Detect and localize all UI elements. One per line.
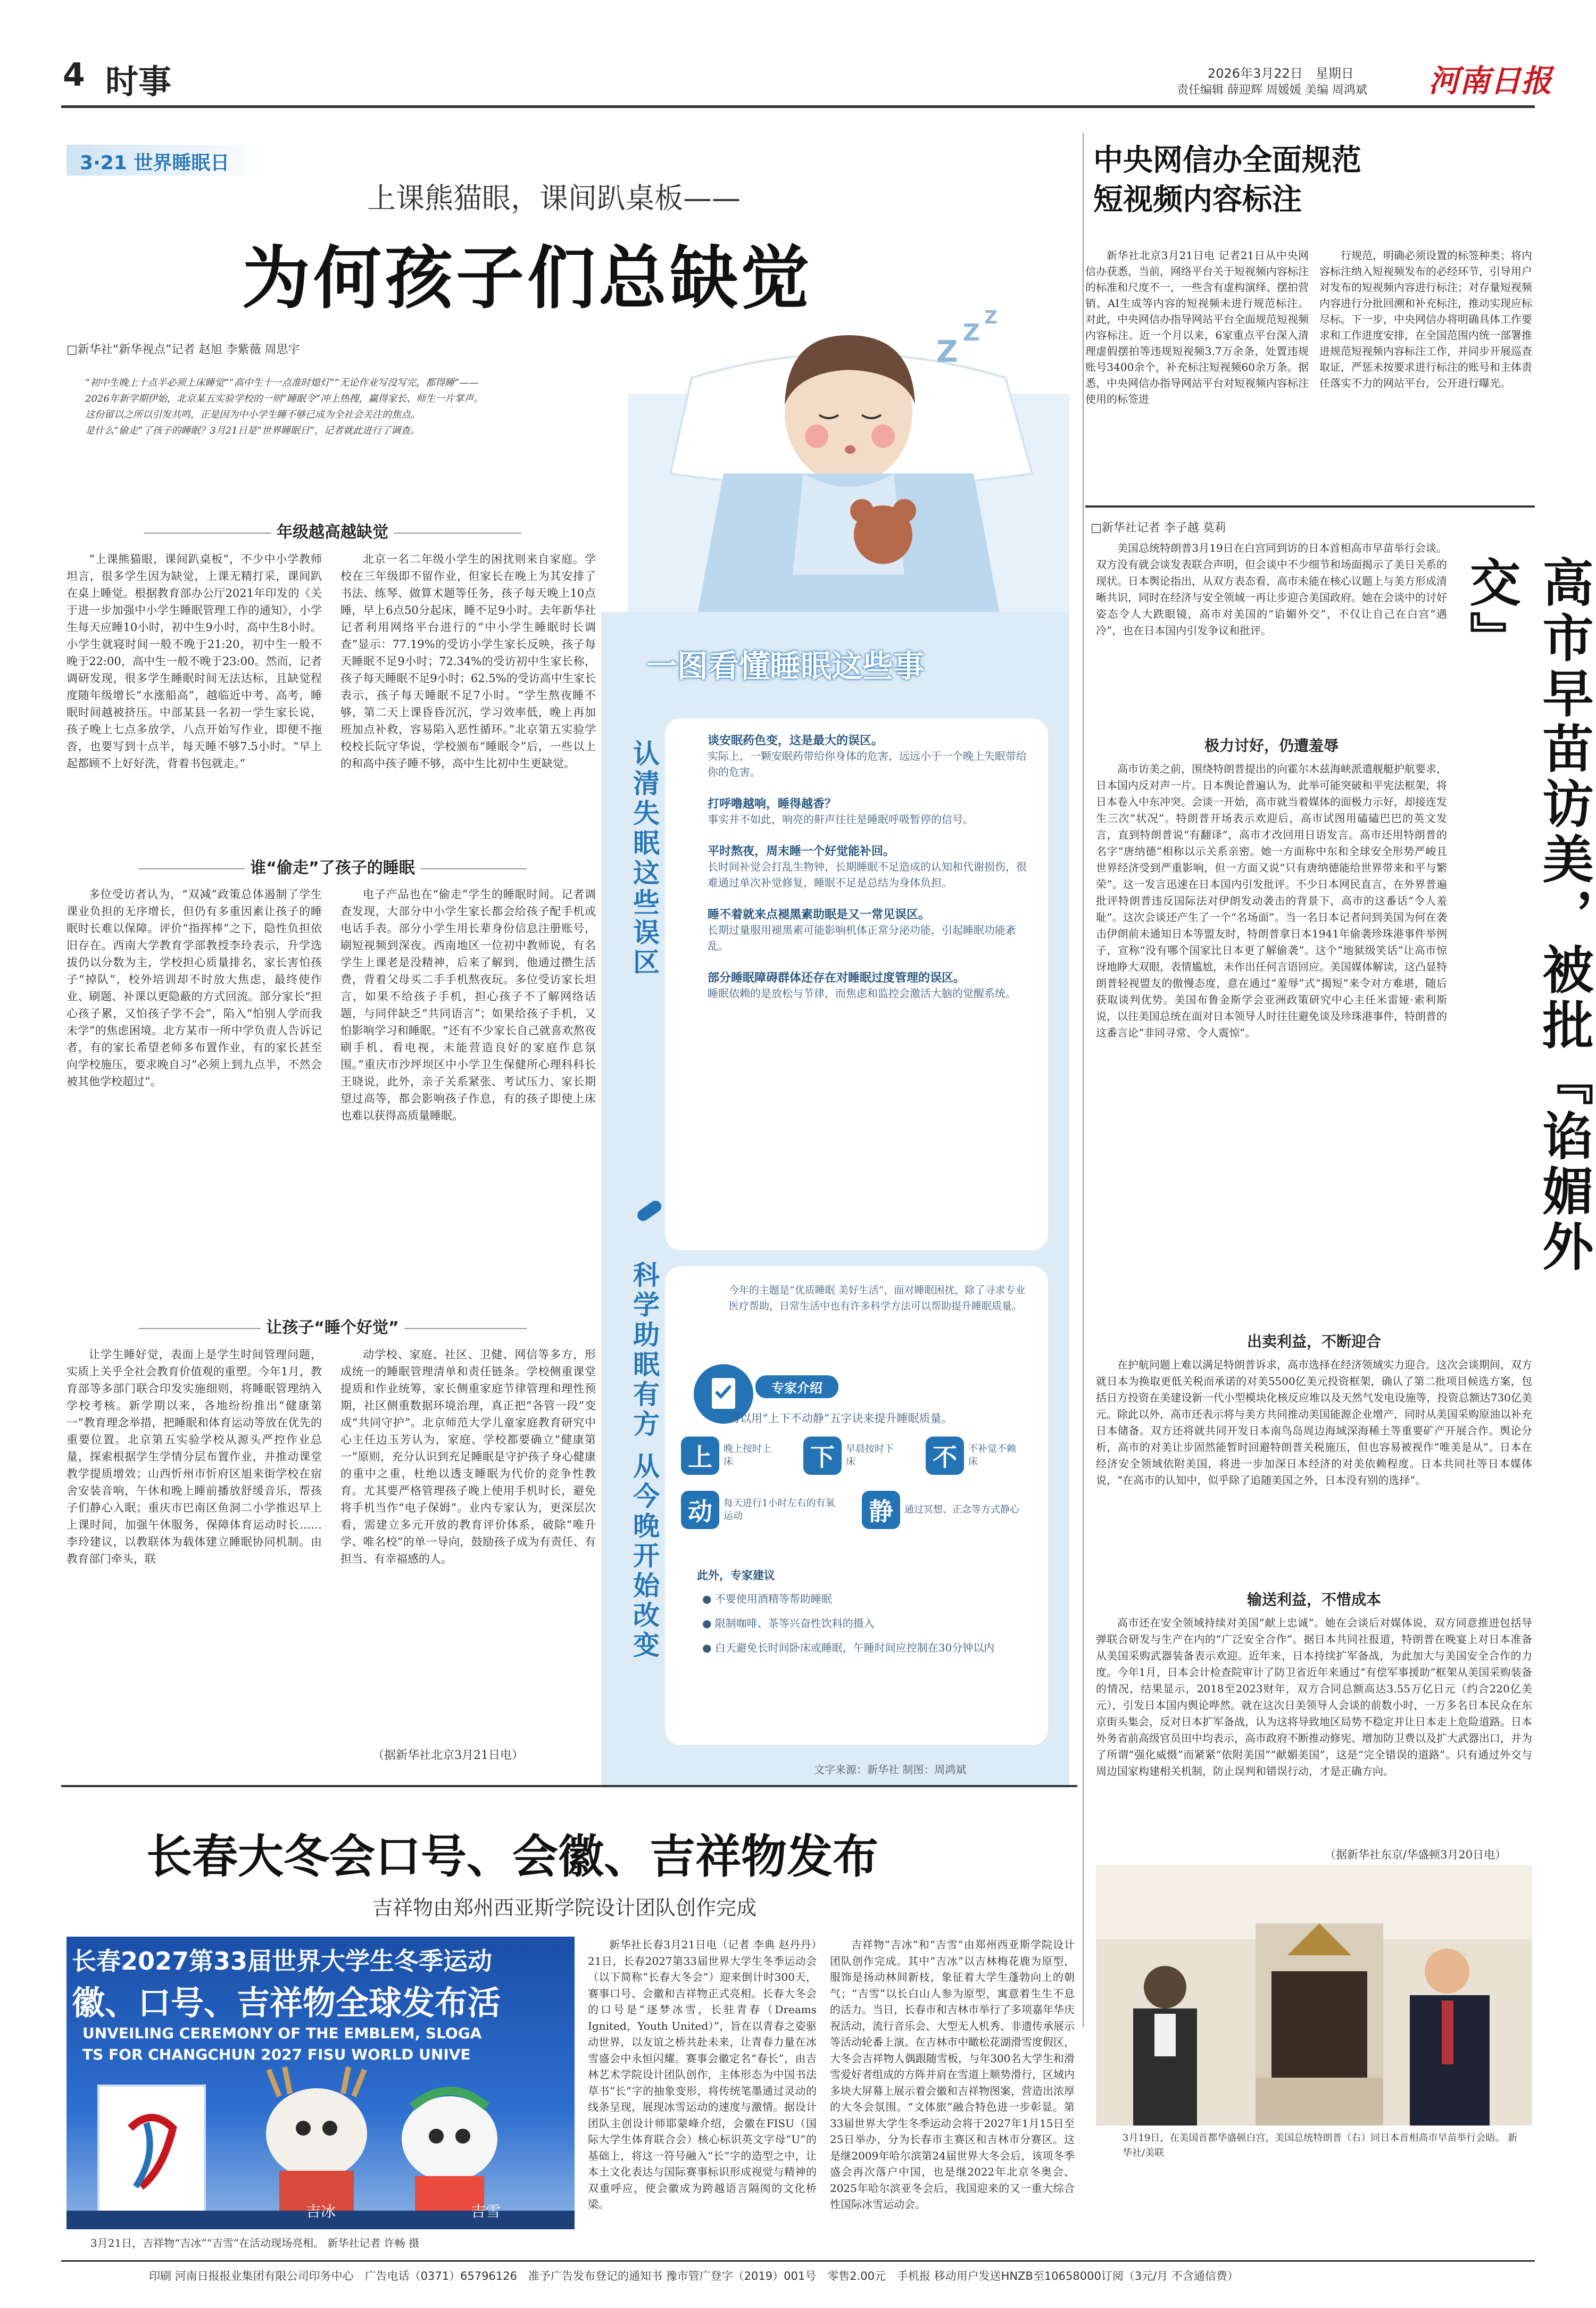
japan-title: 高市早苗访美，被批『谄媚外交』 (1461, 556, 1594, 1275)
paragraph: 高市访美之前，围绕特朗普提出的向霍尔木兹海峡派遣舰艇护航要求，日本国内反对声一片。日本舆论普遍认为，此举可能突破和平宪法框架，将日本卷入中东冲突。会谈一开始，高市就当着媒体的面极力示好，却接连发生三次“状况”。特朗普开场表示欢迎后，高市试图用磕磕巴巴的英文发言，直到特朗普说“有翻译”，高市才改回用日语发言。高市还用特朗普的名字“唐纳德”相称以示关系亲密。她一方面称中东和全球安全形势严峻且世界经济受到严重影响，但一方面又说“只有唐纳德能给世界带来和平与繁荣”。这一发言迅速在日本国内引发批评。不少日本网民直言，在外界普遍批评特朗普违反国际法对伊朗发动袭击的背景下，高市的这番话“令人羞耻”。这次会谈还产生了一个“名场面”。当一名日本记者问到美国为何在袭击伊朗前未通知日本等盟友时，特朗普拿日本1941年偷袭珍珠港事件举例子，宣称“没有哪个国家比日本更了解偷袭”。这个“地狱级笑话”让高市惊讶地睁大双眼，表情尴尬，未作出任何言语回应。美国媒体解读，这凸显特朗普轻视盟友的傲慢态度，意在通过“羞辱”式“揭短”来令对方难堪，随后获取谈判优势。美国布鲁金斯学会亚洲政策研究中心主任米雷娅·索利斯说，以往美国总统在面对日本领导人时往往避免谈及珍珠港事件，特朗普的这番言论“非同寻常、令人震惊”。 (1096, 762, 1447, 1039)
advice-heading: 此外，专家建议 (697, 1569, 775, 1582)
myth-head: 平时熬夜，周末睡一个好觉能补回。 (708, 845, 895, 858)
myth-body: 实际上，一颗安眠药带给你身体的危害，远远小于一个晚上失眠带给你的危害。 (708, 750, 1027, 778)
myth-list (665, 718, 1048, 1001)
paragraph: 新华社长春3月21日电（记者 李典 赵丹丹）21日，长春2027第33届世界大学生冬季运动会（以下简称“长春大冬会”）迎来倒计时300天，赛事口号、会徽和吉祥物正式亮相。长春大冬会的口号是“逐梦冰雪，长驻青春（Dreams Ignited，Youth United）”，旨在以青春之姿驱动世界，以友谊之桥共赴未来，让青春力量在冰雪盛会中永恒闪耀。赛事会徽定名“春长”，由吉林艺术学院设计团队创作，主体形态为中国书法草书“长”字的抽象变形，将传统笔墨通过灵动的线条呈现，展现冰雪运动的速度与激情。据设计团队主创设计师耶蒙峰介绍，会徽在FISU（国际大学生体育联合会）核心标识英文字母“U”的基础上，将这一符号融入“长”字的造型之中，让本土文化表达与国际赛事标识形成视觉与精神的双重呼应，使会徽成为跨越语言隔阂的文化桥梁。 (588, 1938, 817, 2211)
article-column (588, 1937, 817, 2256)
footer-rule (61, 2260, 1535, 2262)
byline: □新华社记者 李子越 莫莉 (1091, 521, 1226, 535)
myth-head: 部分睡眠障碍群体还存在对睡眠过度管理的误区。 (708, 972, 966, 985)
myth-body: 长期过量服用褪黑素可能影响机体正常分泌功能，引起睡眠功能紊乱。 (708, 924, 1016, 952)
sleeping-child-illustration (628, 298, 1069, 617)
topic-tag-text: 3·21 世界睡眠日 (80, 152, 230, 174)
pill-icon (630, 1192, 668, 1229)
rule-item (681, 1437, 793, 1475)
myth-item (708, 795, 1027, 827)
article-column (1096, 1357, 1532, 1583)
paragraph: 吉祥物“吉冰”和“吉雪”由郑州西亚斯学院设计团队创作完成。其中“吉冰”以吉林梅花鹿为原型，服饰是扬动林间新枝，象征着大学生蓬勃向上的朝气；“吉雪”以长白山人参为原型，寓意着生生不息的活力。当日，长春市和吉林市举行了多项嘉年华庆祝活动，流行音乐会、大型无人机秀、非遗传承展示等活动轮番上演。在吉林市中瞰松花湖滑雪度假区，大冬会吉祥物人偶跟随雪板，与年300名大学生和滑雪爱好者组成的方阵并肩在雪道上顺势滑行，区域内多块大屏幕上展示着会徽和吉祥物图案，营造出浓厚的大冬会氛围。“文体旅”融合特色进一步彰显。第33届世界大学生冬季运动会将于2027年1月15日至25日举办，分为长春市主赛区和吉林市分赛区。这是继2009年哈尔滨第24届世界大冬会后，该项冬季盛会再次落户中国，也是继2022年北京冬奥会、2025年哈尔滨亚冬会后，我国迎来的又一重大综合性国际冰雪运动会。 (830, 1938, 1075, 2211)
five-rules (681, 1437, 1043, 1529)
weekday: 星期日 (1315, 66, 1354, 81)
myth-item (708, 732, 1027, 780)
footer-info: 印刷 河南日报报业集团有限公司印务中心 广告电话（0371）65796126 准予广告发布登记的通知书 豫市管广登字（2019）001号 零售2.00元 手机报 移动用户发送HNZB至10658000订阅（3元/月 不含通信费） (149, 2270, 1238, 2282)
title-line: 中央网信办全面规范 (1093, 143, 1361, 178)
dateline-end: （据新华社北京3月21日电） (372, 1749, 523, 1762)
expert-intro: 可以用“上下不动静”五字诀来提升睡眠质量。 (729, 1412, 953, 1425)
banner-line: 徽、口号、吉祥物全球发布活 (72, 1983, 501, 2022)
divider (138, 868, 245, 869)
article-column (340, 1346, 596, 1740)
page-number: 4 (63, 56, 85, 94)
ceremony-photo (66, 1937, 575, 2229)
article-column (1096, 761, 1447, 1327)
myth-head: 打呼噜越响，睡得越香？ (708, 798, 837, 811)
article-column (66, 551, 322, 854)
myth-body: 长时间补觉会打乱生物钟，长期睡眠不足造成的认知和代谢损伤，很难通过单次补觉修复，睡眠不足是总结为身体负担。 (708, 860, 1027, 889)
paragraph: 让学生睡好觉，表面上是学生时间管理问题，实质上关乎全社会教育价值观的重塑。今年1月，教育部等多部门联合印发实施细则，将睡眠管理纳入学校考核。新学期以来，各地纷纷推出“健康第一”教育理念举措，把睡眠和体育运动等放在优先的重要位置。北京第五实验学校从源头严控作业总量，探索根据学生学情分层布置作业，并推动课堂教学提质增效；山西忻州市忻府区旭来街学校在宿舍安装音响，午休和晚上睡前播放舒缓音乐，帮孩子们静心入眠；重庆市巴南区鱼洞二小学推迟早上上课时间，加强午休服务，保障体育运动时长……李玲建议，以教联体为载体建立睡眠协同机制。由教育部门牵头，联 (66, 1348, 322, 1565)
section-rule (61, 1785, 1077, 1787)
article-column (1096, 540, 1447, 740)
subheading-text: 谁“偷走”了孩子的睡眠 (250, 859, 415, 877)
headline: 为何孩子们总缺觉 (242, 239, 813, 318)
paragraph: “上课熊猫眼，课间趴桌板”，不少中小学教师坦言，很多学生因为缺觉，上课无精打采，课间趴在桌上睡觉。根据教育部办公厅2021年印发的《关于进一步加强中小学生睡眠管理工作的通知》，小学生每天应睡10小时，初中生9小时，高中生8小时。小学生就寝时间一般不晚于21:20，初中生一般不晚于22:00，高中生一般不晚于23:00。然而，记者调研发现，很多学生睡眠时间无法达标，且缺觉程度随年级增长“水涨船高”，越临近中考、高考，睡眠时间越被挤压。中部某县一名初一学生家长说，孩子晚上七点多放学，八点开始写作业，即便不拖沓，也要写到十点半，每天睡不够7.5小时。“早上起都顾不上好好洗，背着书包就走。” (66, 553, 322, 770)
rule-text: 通过冥想、正念等方式静心 (904, 1504, 1019, 1515)
paragraph: 美国总统特朗普3月19日在白宫同到访的日本首相高市早苗举行会谈。双方没有就会谈发表联合声明，但会谈中不少细节和场面揭示了美日关系的现状。日本舆论指出，从双方表态看，高市未能在核心议题上与美方形成清晰共识，同时在经济与安全领域一再让步迎合美国政府。她在会谈中的讨好姿态令人大跌眼镜，高市对美国的“谄媚外交”，不仅让自己在白宫“遇冷”，也在日本国内引发争议和批评。 (1096, 542, 1447, 637)
rule-char: 动 (681, 1491, 719, 1529)
dateline-end: （据新华社东京/华盛顿3月20日电） (1325, 1848, 1507, 1861)
newspaper-logo: 河南日报 (1428, 63, 1552, 99)
advice-text: 不要使用酒精等帮助睡眠 (714, 1592, 832, 1605)
rule-text: 不补觉不赖床 (968, 1443, 1016, 1467)
article-column (66, 886, 322, 1311)
lead-line: 2026年新学期伊始，北京某五实验学校的一则“睡眠令”冲上热搜，赢得家长、师生一片掌声。 (85, 393, 484, 404)
paragraph: 电子产品也在“偷走”学生的睡眠时间。记者调查发现，大部分中小学生家长都会给孩子配手机或电话手表。部分小学生用长辈身份信息注册账号，刷短视频到深夜。西南地区一位初中教师说，有名学生上课老是没精神，后来了解到，他通过攒生活费，背着父母买二手手机熬夜玩。多位受访家长坦言，如果不给孩子手机，担心孩子不了解网络话题，与同伴缺乏“共同语言”；如果给孩子手机，又怕影响学习和睡眠。“还有不少家长自己就喜欢熬夜刷手机、看电视，未能营造良好的家庭作息氛围。”重庆市沙坪坝区中小学卫生保健所心理科科长王晓说，此外，亲子关系紧张、考试压力、家长期望过高等，都会影响孩子作息，有的孩子即使上床也难以获得高质量睡眠。 (340, 888, 596, 1122)
photo-caption: 3月19日，在美国首都华盛顿白宫，美国总统特朗普（右）同日本首相高市早苗举行会晤。 新华社/美联 (1123, 2132, 1518, 2158)
advice-item: ● 不要使用酒精等帮助睡眠 (702, 1592, 832, 1605)
article-column (340, 551, 596, 854)
lead (85, 375, 606, 439)
subheading (66, 519, 598, 542)
section-name: 时事 (105, 62, 172, 101)
rule-char: 不 (926, 1437, 964, 1475)
lead-line: 是什么“偷走”了孩子的睡眠？3月21日是“世界睡眠日”，记者就此进行了调查。 (85, 425, 420, 436)
infographic-credit: 文字来源：新华社 制图：周鸿斌 (814, 1763, 967, 1776)
paragraph: 在护航问题上难以满足特朗普诉求，高市选择在经济领域实力迎合。这次会谈期间，双方就日本为换取更低关税而承诺的对美5500亿美元投资框架，确认了第二批项目候选方案，包括日方投资在美建设新一代小型模块化核反应堆以及天然气发电设施等，投资总额达730亿美元。除此以外，高市还表示将与美方共同推动美国能源企业增产，同时从美国采购原油以补充日本储备。双方还将就共同开发日本南鸟岛周边海域深海稀土等重要矿产开展合作。舆论分析，高市的对美让步固然能暂时回避特朗普关税施压，但也容易被视作“唯美是从”。日本在经济安全领域依附美国，将进一步加深日本经济的对美依赖程度。日本共同社等日本媒体说，“在高市的认知中，似乎除了追随美国之外，日本没有别的选择”。 (1096, 1358, 1532, 1487)
myth-item (708, 906, 1027, 954)
rule-char: 上 (681, 1437, 719, 1475)
advice-text: 白天避免长时间卧床或睡眠，午睡时间应控制在30分钟以内 (714, 1641, 995, 1654)
banner-line: TS FOR CHANGCHUN 2027 FISU WORLD UNIVE (82, 2046, 471, 2063)
article-column (1319, 247, 1532, 503)
games-title: 长春大冬会口号、会徽、吉祥物发布 (146, 1830, 878, 1883)
rule-item (926, 1437, 1037, 1475)
myth-item (708, 842, 1027, 891)
subheading: 出卖利益，不断迎合 (1246, 1333, 1381, 1350)
myth-item (708, 969, 1027, 1001)
mascot-label: 吉雪 (471, 2203, 501, 2220)
myth-head: 睡不着就来点褪黑素助眠是又一常见误区。 (708, 908, 930, 921)
rule-text: 每天进行1小时左右的有氧运动 (724, 1498, 835, 1522)
banner-line: UNVEILING CEREMONY OF THE EMBLEM, SLOGA (82, 2024, 482, 2042)
rule-row (681, 1491, 1043, 1529)
byline: □新华社“新华视点”记者 赵旭 李紫薇 周思宇 (66, 343, 300, 356)
subheading: 极力讨好，仍遭羞辱 (1204, 737, 1339, 754)
rule-item (681, 1491, 851, 1529)
paragraph: 高市还在安全领域持续对美国“献上忠诚”。她在会谈后对媒体说，双方同意推进包括导弹联合研发与生产在内的“广泛安全合作”。据日本共同社报道，特朗普在晚宴上对日本准备从美国采购武器装备表示欢迎。近年来，日本持续扩军备战，为此加大与美国安全合作的力度。今年1月，日本会计检查院审计了防卫省近年来通过“有偿军事援助”框架从美国采购装备的情况，结果显示，2018至2023财年，双方合同总额高达3.55万亿日元（约合220亿美元），引发日本国内舆论哗然。就在这次日美领导人会谈的前数小时，一万多名日本民众在东京街头集会，反对日本扩军备战，认为这将导致地区局势不稳定并让日本走上危险道路。日本外务省前高级官员田中均表示，高市政府不断推动修宪、增加防卫费以及扩大武器出口，并为了所谓“强化威慑”而紧紧“依附美国”“献媚美国”，这是“完全错误的道路”。只有通过外交与周边国家构建相关机制，防止误判和错误行动，才是正确方向。 (1096, 1616, 1532, 1778)
header-rule (61, 105, 1535, 108)
myths-side-title: 认清失眠这些误区 (629, 740, 660, 978)
infographic-title: 一图看懂睡眠这些事 (646, 648, 925, 684)
myth-body: 睡眠依赖的是放松与节律，而焦虑和监控会激活大脑的觉醒系统。 (708, 987, 1016, 1000)
section-rule (1085, 505, 1535, 508)
title-line: 短视频内容标注 (1093, 182, 1302, 217)
article-column (830, 1937, 1075, 2256)
svg-text:Z: Z (936, 335, 958, 369)
article-column (1085, 247, 1309, 503)
rule-text: 晚上按时上床 (724, 1443, 771, 1467)
advice-list (702, 1591, 1032, 1656)
myths-box (665, 718, 1048, 1250)
advice-item: ● 限制咖啡、茶等兴奋性饮料的摄入 (702, 1617, 875, 1630)
advice-item: ● 白天避免长时间卧床或睡眠，午睡时间应控制在30分钟以内 (702, 1641, 995, 1654)
column-divider (1083, 133, 1084, 2027)
paragraph: 行规范，明确必须设置的标签种类；将内容标注纳入短视频发布的必经环节，引导用户对发布的短视频内容进行标注；对存量短视频内容进行分批回溯和补充标注，推动实现应标尽标。下一步，中央网信办将明确具体工作要求和工作进度安排，在全国范围内统一部署推进规范短视频内容标注工作，并同步开展巡查取证，严惩未按要求进行标注的账号和主体责任落实不力的网站平台，公开进行曝光。 (1319, 249, 1532, 389)
rule-text: 早晨按时下床 (846, 1443, 894, 1467)
games-subtitle: 吉祥物由郑州西亚斯学院设计团队创作完成 (372, 1896, 757, 1920)
subheading-text: 年级越高越缺觉 (277, 523, 388, 542)
divider (138, 1328, 261, 1329)
article-column (1096, 1615, 1532, 1841)
tips-side-title: 科学助眠有方 从今晚开始改变 (629, 1261, 660, 1661)
theme-quote: 今年的主题是“优质睡眠 美好生活”，面对睡眠困扰，除了寻求专业医疗帮助，日常生活中也有许多科学方法可以帮助提升睡眠质量。 (729, 1284, 1026, 1312)
subheading: 输送利益，不惜成本 (1246, 1591, 1381, 1608)
svg-text:Z: Z (963, 319, 980, 346)
svg-text:Z: Z (984, 307, 998, 328)
myth-head: 谈安眠药色变，这是最大的误区。 (708, 734, 884, 748)
video-title (1093, 141, 1361, 220)
issue-date (1208, 63, 1354, 81)
myth-body: 事实并不如此，响亮的鼾声往往是睡眠呼吸暂停的信号。 (708, 813, 974, 826)
lead-line: 这份留以之所以引发共鸣，正是因为中小学生睡不够已成为全社会关注的焦点。 (85, 409, 420, 420)
rule-item (803, 1437, 915, 1475)
paragraph: 北京一名二年级小学生的困扰则来自家庭。学校在三年级即不留作业，但家长在晚上为其安排了书法、练琴、做算术题等任务，孩子每天晚上10点睡，早上6点50分起床，睡不足9小时。去年新华社记者利用网络平台进行的“中小学生睡眠时长调查”显示：77.19%的受访小学生家长反映，孩子每天睡眠不足9小时；72.34%的受访初中生家长称，孩子每天睡眠不足9小时；62.5%的受访高中生家长表示，孩子每天睡眠不足7小时。“学生熬夜睡不够，第二天上课昏昏沉沉，学习效率低，晚上再加班加点补救，容易陷入恶性循环。”北京第五实验学校校长阮守华说，学校颁布“睡眠令”后，一些以上的和高中孩子睡不够，高中生比初中生更缺觉。 (340, 553, 596, 770)
divider (394, 533, 521, 534)
subheading (66, 1314, 598, 1338)
paragraph: 新华社北京3月21日电 记者21日从中央网信办获悉，当前，网络平台关于短视频内容标注的标准和尺度不一，一些含有虚构演绎、摆拍营销、AI生成等内容的短视频未进行规范标注。对此，中央网信办指导网站平台全面规范短视频内容标注。近一个月以来，6家重点平台深入清理虚假摆拍等违规短视频3.7万余条，处置违规账号3400余个，补充标注短视频60余万条。据悉，中央网信办指导网站平台对短视频内容标注使用的标签进 (1085, 249, 1309, 405)
subheading-text: 让孩子“睡个好觉” (266, 1318, 399, 1337)
advice-text: 限制咖啡、茶等兴奋性饮料的摄入 (714, 1617, 875, 1630)
article-column (340, 886, 596, 1311)
divider (404, 1328, 527, 1329)
rule-item (862, 1491, 1032, 1529)
expert-tag: 专家介绍 (755, 1375, 838, 1398)
kicker: 上课熊猫眼，课间趴桌板—— (367, 181, 741, 215)
paragraph: 动学校、家庭、社区、卫健、网信等多方，形成统一的睡眠管理清单和责任链条。学校侧重课堂提质和作业统筹，家长侧重家庭节律管理和理性预期，社区侧重数据环境治理，真正把“各管一段”变成“共同守护”。北京师范大学儿童家庭教育研究中心主任边玉芳认为，家庭、学校都要确立“健康第一”原则，充分认识到充足睡眠是守护孩子身心健康的重中之重，杜绝以透支睡眠为代价的竞争性教育。尤其要严格管理孩子晚上使用手机时长，避免将手机当作“电子保姆”。业内专家认为，更深层次看，需建立多元开放的教育评价体系，破除“唯升学、唯名校”的单一导向，鼓励孩子成为有责任、有担当、有幸福感的人。 (340, 1348, 596, 1565)
banner-line: 长春2027第33届世界大学生冬季运动 (72, 1947, 493, 1975)
paragraph: 多位受访者认为，“双减”政策总体遏制了学生课业负担的无序增长，但仍有多重因素让孩子的睡眠时长难以保障。评价“指挥棒”之下，隐性负担依旧存在。西南大学教育学部教授李玲表示，升学选拔仍以分数为主，学校担心质量排名，家长害怕孩子“掉队”，校外培训却不时放大焦虑，最终使作业、刷题、补课以更隐蔽的方式回流。部分家长“担心孩子累，又怕孩子学不会”，陷入“怕别人学而我未学”的焦虑困境。北方某市一所中学负责人告诉记者，有的家长希望老师多布置作业，有的家长甚至向学校施压，要求晚自习“必须上到九点半，不然会被其他学校超过”。 (66, 888, 322, 1088)
rule-char: 下 (803, 1437, 842, 1475)
lead-line: “初中生晚上十点半必须上床睡觉”“高中生十一点准时熄灯”“无论作业写没写完，都得睡”—— (85, 377, 479, 388)
mascot-label: 吉冰 (306, 2203, 336, 2220)
rule-row (681, 1437, 1043, 1475)
meeting-photo (1096, 1865, 1532, 2126)
subheading (66, 854, 598, 878)
photo-caption: 3月21日，吉祥物“吉冰”“吉雪”在活动现场亮相。 新华社记者 许畅 摄 (90, 2237, 420, 2249)
divider (420, 868, 527, 869)
article-column (66, 1346, 322, 1761)
editors: 责任编辑 薛迎辉 周媛媛 美编 周鸿斌 (1177, 84, 1367, 97)
date: 2026年3月22日 (1208, 66, 1303, 81)
rule-char: 静 (862, 1491, 900, 1529)
divider (144, 533, 271, 534)
